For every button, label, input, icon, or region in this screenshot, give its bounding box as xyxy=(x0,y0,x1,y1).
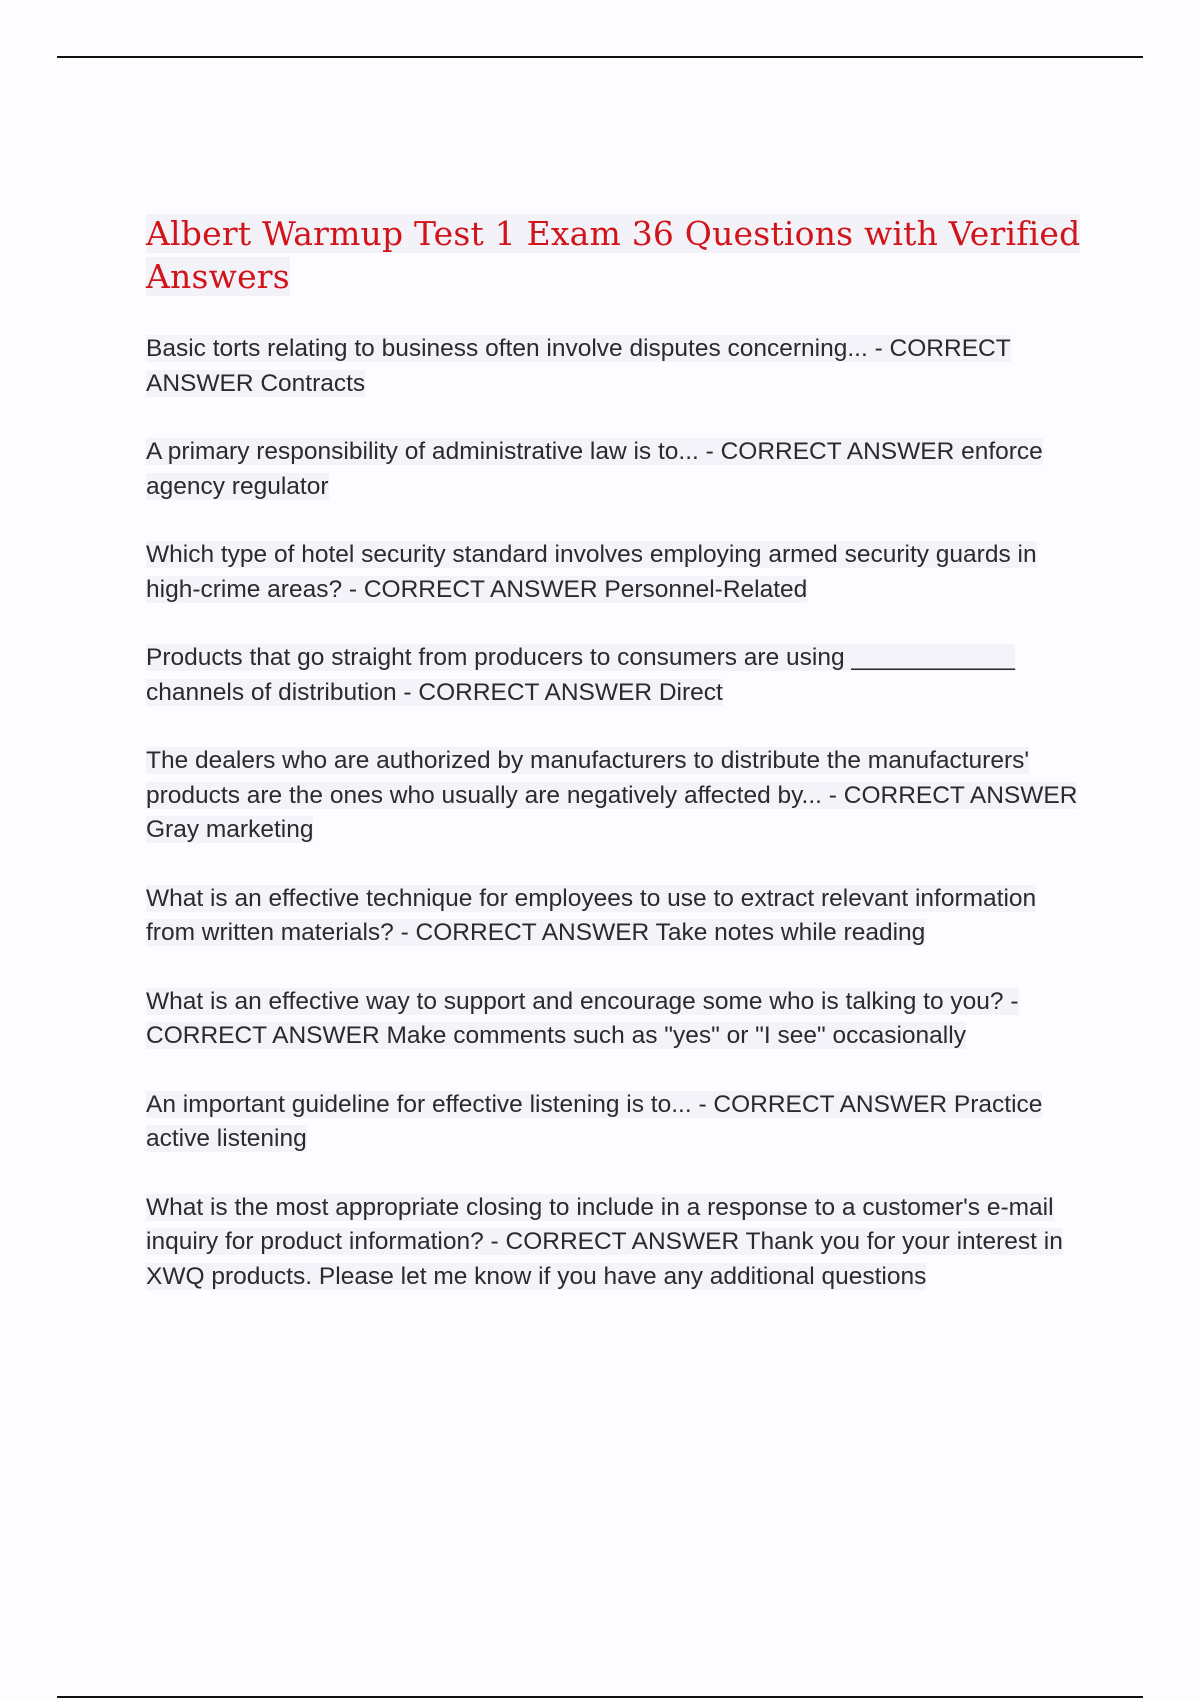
footer-rule xyxy=(57,1696,1143,1698)
document-title xyxy=(146,212,1086,298)
qa-item: The dealers who are authorized by manufacturers to distribute the manufacturers' products are the ones who usually are negatively affected by... - CORRECT ANSWER Gray marketing xyxy=(146,747,1078,843)
qa-item: What is an effective way to support and encourage some who is talking to you? - CORRECT ANSWER Make comments such as "yes" or "I see" occasionally xyxy=(146,987,1019,1049)
qa-item: Basic torts relating to business often involve disputes concerning... - CORRECT ANSWER Contracts xyxy=(146,335,1011,397)
qa-item: What is the most appropriate closing to include in a response to a customer's e-mail inquiry for product information? - CORRECT ANSWER Thank you for your interest in XWQ products. Please let me know if you have any additional questions xyxy=(146,1193,1063,1290)
qa-item: Products that go straight from producers to consumers are using ____________ channels of distribution - CORRECT ANSWER Direct xyxy=(146,644,1015,706)
header-rule xyxy=(57,56,1143,58)
document-body xyxy=(146,212,1086,1328)
qa-item: Which type of hotel security standard involves employing armed security guards in high-crime areas? - CORRECT ANSWER Personnel-Related xyxy=(146,541,1037,603)
qa-item: An important guideline for effective listening is to... - CORRECT ANSWER Practice active listening xyxy=(146,1090,1043,1152)
qa-item: A primary responsibility of administrative law is to... - CORRECT ANSWER enforce agency regulator xyxy=(146,438,1043,500)
qa-item: What is an effective technique for employees to use to extract relevant information from written materials? - CORRECT ANSWER Take notes while reading xyxy=(146,884,1037,946)
document-title-text: Albert Warmup Test 1 Exam 36 Questions with Verified Answers xyxy=(146,214,1081,296)
